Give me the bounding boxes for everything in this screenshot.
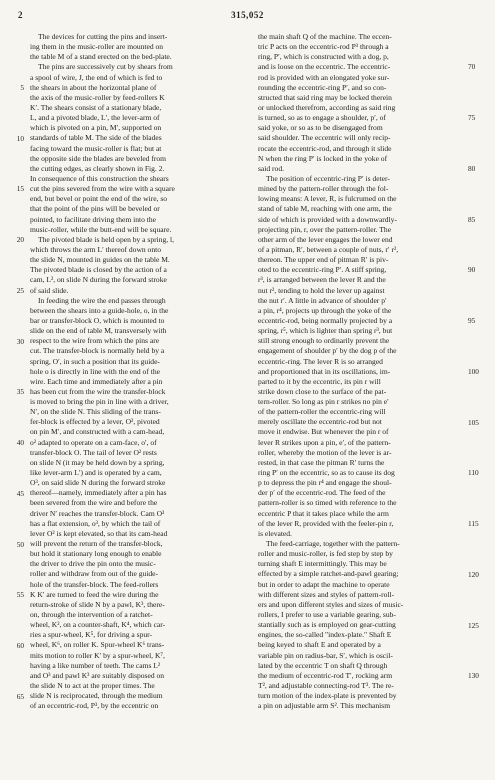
- right-column-text-line: structed that said ring may be locked therein: [258, 92, 392, 102]
- left-column-text-line: thereof—namely, immediately after a pin has: [30, 488, 167, 498]
- left-column-text-line: which is pivoted on a pin, M′, supported on: [30, 123, 162, 133]
- right-column-text-line: side of which is provided with a downwardly-: [258, 214, 397, 224]
- right-column-text-line: and proportioned that in its oscillations, im-: [258, 366, 391, 376]
- left-column-text-line: The pivoted blade is closed by the action of a: [30, 265, 167, 275]
- right-column-text-line: ring, P′, which is constructed with a dog, p,: [258, 52, 389, 62]
- left-column-text-line: respect to the wire from which the pins are: [30, 336, 160, 346]
- left-column-text-line: the cutting edges, as clearly shown in Fig. 2.: [30, 163, 165, 173]
- left-column-text-line: the shears in about the horizontal plane of: [30, 82, 157, 92]
- margin-line-number: 115: [468, 519, 479, 529]
- left-column-text-line: the axis of the music-roller by feed-rollers K: [30, 92, 165, 102]
- right-column-text-line: ers and upon different styles and sizes of music-: [258, 599, 404, 609]
- left-column-text-line: driver N′ reaches the transfer-block. Cam O³: [30, 508, 165, 518]
- right-column-text-line: eccentric-ring. The lever R is so arranged: [258, 356, 383, 366]
- right-column-text-line: effected by a simple ratchet-and-pawl gearing;: [258, 569, 399, 579]
- right-column-text-line: eccentric P that it takes place while the arm: [258, 508, 389, 518]
- left-column-text-line: lever O² is kept elevated, so that its cam-head: [30, 528, 168, 538]
- right-column-text-line: a pin, r⁴, projects up through the yoke of the: [258, 305, 392, 315]
- margin-line-number: 50: [16, 539, 24, 549]
- left-column-text-line: slide N is reciprocated, through the medium: [30, 691, 163, 701]
- right-column-text-line: said rod.: [258, 163, 284, 173]
- margin-line-number: 45: [16, 488, 24, 498]
- left-column-text-line: roller and withdraw from out of the guide-: [30, 569, 159, 579]
- left-column-text-line: wheel, K², on a counter-shaft, K⁴, which car-: [30, 620, 166, 630]
- left-column-text-line: having a like number of teeth. The cams L²: [30, 660, 161, 670]
- margin-line-number: 80: [468, 163, 476, 173]
- left-column-text-line: is moved to bring the pin in line with a driver,: [30, 397, 169, 407]
- right-column-text-line: tern-roller. So long as pin r strikes no pin e′: [258, 397, 389, 407]
- left-column-text-line: L, and a pivoted blade, L′, the lever-arm of: [30, 113, 160, 123]
- right-column-text-line: der p′ of the eccentric-rod. The feed of the: [258, 488, 386, 498]
- right-column-text-line: the medium of eccentric-rod T′, rocking arm: [258, 670, 393, 680]
- left-column-text-line: which throws the arm L′ thereof down onto: [30, 244, 161, 254]
- left-column-text-line: hole of the transfer-block. The feed-rollers: [30, 579, 159, 589]
- right-column-text-line: variable pin on radius-bar, S′, which is oscil-: [258, 650, 393, 660]
- left-column-text-line: cut the pins severed from the wire with a square: [30, 184, 175, 194]
- right-column-text-line: T², and adjustable connecting-rod T³. The re-: [258, 681, 394, 690]
- left-column-text-line: In feeding the wire the end passes through: [38, 295, 166, 305]
- right-column-text-line: or unlocked therefrom, according as said ring: [258, 102, 396, 112]
- patent-number: 315,052: [231, 10, 264, 20]
- left-column-text-line: on, through the intervention of a ratchet-: [30, 610, 153, 620]
- left-column-text-line: the driver to drive the pin onto the music-: [30, 559, 156, 569]
- margin-line-number: 30: [16, 336, 24, 346]
- right-column-text-line: The feed-carriage, together with the pattern-: [266, 539, 400, 549]
- right-column-text-line: turn motion of the index-plate is prevented by: [258, 691, 397, 701]
- right-column-text-line: still strong enough to ordinarily prevent the: [258, 336, 390, 346]
- right-column-text-line: oted to the eccentric-ring P′. A stiff spring,: [258, 265, 387, 275]
- margin-line-number: 125: [468, 620, 479, 630]
- right-column-text-line: merely oscillate the eccentric-rod but not: [258, 417, 382, 427]
- right-column-text-line: rod is provided with an elongated yoke sur-: [258, 72, 390, 82]
- right-column-text-line: parted to it by the eccentric, its pin r will: [258, 376, 381, 386]
- right-column-text-line: tric P acts on the eccentric-rod P³ through a: [258, 42, 389, 52]
- left-column-text-line: N′, on the slide N. This sliding of the trans-: [30, 407, 161, 417]
- margin-line-number: 20: [16, 235, 24, 244]
- margin-line-number: 55: [16, 590, 24, 600]
- right-column-text-line: nut r², tending to hold the lever up against: [258, 285, 385, 295]
- right-column-text-line: lowing means: A lever, R, is fulcrumed on the: [258, 194, 397, 204]
- right-column-text-line: lever R strikes upon a pin, e′, of the pattern-: [258, 437, 391, 447]
- left-column-text-line: the slide N to act at the proper times. The: [30, 681, 155, 690]
- margin-line-number: 5: [20, 82, 24, 92]
- page-header: [0, 10, 495, 24]
- margin-line-number: 10: [16, 133, 24, 143]
- left-column-text-line: hole o is directly in line with the end of the: [30, 366, 160, 376]
- left-column-text-line: The pivoted blade is held open by a spring, l,: [38, 234, 175, 244]
- left-column-text-line: like lever-arm L′) and is operated by a cam,: [30, 468, 162, 478]
- margin-line-number: 65: [16, 691, 24, 701]
- left-column-text-line: standards of table M. The side of the blades: [30, 133, 162, 143]
- left-text-column: [30, 32, 248, 711]
- right-column-text-line: said shoulder. The eccentric will only recip-: [258, 133, 391, 143]
- left-column-text-line: slide on the end of table M, transversely with: [30, 326, 167, 336]
- right-column-text-line: and is loose on the eccentric. The eccentric-: [258, 62, 391, 72]
- right-column-text-line: said yoke, or so as to be disengaged from: [258, 123, 383, 133]
- right-text-column: [258, 32, 470, 711]
- left-column-text-line: pointed, to facilitate driving them into the: [30, 214, 156, 224]
- left-column-text-line: wire. Each time and immediately after a pin: [30, 376, 163, 386]
- right-column-text-line: is turned, so as to engage a shoulder, p′, of: [258, 113, 386, 123]
- right-column-text-line: of a pitman, R′, between a couple of nuts, r′ r²,: [258, 244, 399, 254]
- right-column-text-line: engagement of shoulder p′ by the dog p of the: [258, 346, 397, 356]
- left-column-text-line: return-stroke of slide N by a pawl, K³, there-: [30, 599, 165, 609]
- left-column-text-line: the table M of a stand erected on the bed-plate.: [30, 52, 172, 62]
- left-column-text-line: transfer-block O. The tail of lever O² rests: [30, 447, 157, 457]
- left-column-text-line: been severed from the wire and before the: [30, 498, 158, 508]
- left-column-text-line: o² adapted to operate on a cam-face, o′, of: [30, 437, 157, 447]
- left-column-text-line: of an eccentric-rod, P³, by the eccentric on: [30, 701, 159, 711]
- left-column-text-line: on slide N (it may be held down by a spring,: [30, 457, 165, 467]
- left-column-text-line: between the shears into a guide-hole, o, in the: [30, 305, 169, 315]
- right-column-text-line: engines, the so-called "index-plate." Shaft E: [258, 630, 392, 640]
- margin-line-number: 75: [468, 113, 476, 123]
- right-column-text-line: but in order to adapt the machine to operate: [258, 579, 390, 589]
- margin-line-number: 105: [468, 417, 479, 427]
- left-column-text-line: music-roller, while the butt-end will be square.: [30, 224, 172, 234]
- margin-line-number: 15: [16, 184, 24, 194]
- right-column-text-line: thereon. The upper end of pitman R′ is piv-: [258, 255, 389, 265]
- right-column-text-line: N when the ring P′ is locked in the yoke of: [258, 153, 388, 163]
- left-column-text-line: K′. The shears consist of a stationary blade,: [30, 102, 162, 112]
- margin-line-number: 110: [468, 468, 479, 478]
- right-column-text-line: being keyed to shaft E and operated by a: [258, 640, 381, 650]
- margin-line-number: 25: [16, 285, 24, 295]
- left-column-text-line: cut. The transfer-block is normally held by a: [30, 346, 165, 356]
- left-column-text-line: and O³ and pawl K³ are suitably disposed on: [30, 670, 165, 680]
- left-column-text-line: on pin M′, and constructed with a cam-head,: [30, 427, 165, 437]
- left-column-text-line: the opposite side the blades are beveled from: [30, 153, 167, 163]
- left-column-text-line: ries a spur-wheel, K⁵, for driving a spur-: [30, 630, 152, 640]
- right-column-text-line: the nut r′. A little in advance of shoulder p′: [258, 295, 387, 305]
- margin-line-number: 60: [16, 641, 24, 650]
- left-column-text-line: K K′ are turned to feed the wire during the: [30, 589, 159, 599]
- right-column-text-line: rounding the eccentric-ring P′, and so con-: [258, 82, 387, 92]
- right-column-text-line: turning shaft E intermittingly. This may be: [258, 559, 387, 569]
- right-column-text-line: the main shaft Q of the machine. The eccen-: [258, 32, 392, 41]
- right-column-text-line: pattern-roller is so timed with reference to the: [258, 498, 397, 508]
- right-column-text-line: mined by the pattern-roller through the fol-: [258, 184, 389, 194]
- left-column-text-line: a spool of wire, J, the end of which is fed to: [30, 72, 163, 82]
- margin-line-number: 85: [468, 214, 476, 224]
- margin-line-number: 100: [468, 366, 479, 376]
- right-column-text-line: stantially such as is employed on gear-cutting: [258, 620, 396, 630]
- margin-line-number: 90: [468, 265, 476, 275]
- margin-line-number: 95: [468, 316, 476, 326]
- right-column-text-line: rollers, I prefer to use a variable gearing, sub-: [258, 610, 396, 620]
- right-column-text-line: of the pattern-roller the eccentric-ring will: [258, 407, 386, 417]
- left-column-text-line: O³, on said slide N during the forward stroke: [30, 478, 166, 488]
- margin-line-number: 120: [468, 569, 479, 579]
- left-column-text-line: has a flat extension, o³, by which the tail of: [30, 518, 161, 528]
- right-column-text-line: spring, r⁵, which is lighter than spring r³, but: [258, 326, 393, 336]
- right-column-text-line: other arm of the lever engages the lower end: [258, 234, 393, 244]
- left-column-text-line: In consequence of this construction the shears: [30, 173, 169, 183]
- left-column-text-line: will prevent the return of the transfer-block,: [30, 539, 163, 549]
- right-column-text-line: roller and music-roller, is fed step by step by: [258, 549, 393, 559]
- right-column-text-line: eccentric-rod, being normally projected by a: [258, 315, 393, 325]
- margin-line-number: 40: [16, 438, 24, 447]
- left-column-text-line: ing them in the music-roller are mounted on: [30, 42, 164, 52]
- left-column-text-line: bar or transfer-block O, which is mounted to: [30, 315, 165, 325]
- left-column-text-line: fer-block is effected by a lever, O², pivoted: [30, 417, 160, 427]
- right-column-text-line: stand of table M, reaching with one arm, the: [258, 204, 392, 214]
- margin-line-number: 70: [468, 62, 476, 72]
- right-column-text-line: strike down close to the surface of the pat-: [258, 386, 387, 396]
- right-column-text-line: p to depress the pin r⁴ and engage the shoul-: [258, 478, 392, 488]
- right-column-text-line: r³, is arranged between the lever R and the: [258, 275, 386, 285]
- right-column-text-line: roller, whereby the motion of the lever is ar-: [258, 447, 392, 457]
- left-column-text-line: but hold it stationary long enough to enable: [30, 549, 162, 559]
- right-column-text-line: of the lever R, provided with the feeler-pin r,: [258, 518, 394, 528]
- right-column-text-line: ring P′ on the eccentric, so as to cause its dog: [258, 468, 395, 478]
- right-column-text-line: projecting pin, r, over the pattern-roller. The: [258, 224, 392, 234]
- right-column-text-line: a pin on adjustable arm S². This mechanism: [258, 701, 391, 711]
- margin-line-number: 35: [16, 387, 24, 397]
- right-column-text-line: move it endwise. But whenever the pin r of: [258, 427, 389, 437]
- left-column-text-line: The devices for cutting the pins and insert-: [38, 32, 168, 41]
- right-column-text-line: with different sizes and styles of pattern-roll-: [258, 589, 395, 599]
- margin-line-number: 130: [468, 671, 479, 681]
- left-column-text-line: cam, L², on slide N during the forward stroke: [30, 275, 167, 285]
- right-column-text-line: rocate the eccentric-rod, and through it slide: [258, 143, 392, 153]
- left-column-text-line: the slide N, mounted in guides on the table M.: [30, 255, 170, 265]
- left-column-text-line: The pins are successively cut by shears from: [38, 62, 173, 72]
- right-column-text-line: The position of eccentric-ring P′ is deter-: [266, 173, 390, 183]
- right-column-text-line: is elevated.: [258, 528, 292, 538]
- left-column-text-line: spring, O′, in such a position that its guide-: [30, 356, 160, 366]
- page-number: 2: [18, 10, 23, 20]
- right-column-text-line: lated by the eccentric T on shaft Q through: [258, 660, 388, 670]
- left-column-text-line: has been cut from the wire the transfer-block: [30, 386, 166, 396]
- left-column-text-line: mits motion to roller K′ by a spur-wheel, K⁷,: [30, 650, 165, 660]
- left-column-text-line: that the point of the pins will be beveled or: [30, 204, 160, 214]
- left-column-text-line: wheel, K⁶, on roller K. Spur-wheel K⁶ trans-: [30, 640, 165, 650]
- right-column-text-line: rested, in that case the pitman R′ turns the: [258, 457, 385, 467]
- left-column-text-line: facing toward the music-roller is flat; but at: [30, 143, 162, 153]
- left-column-text-line: of said slide.: [30, 285, 69, 295]
- left-column-text-line: end, but bevel or point the end of the wire, so: [30, 194, 168, 204]
